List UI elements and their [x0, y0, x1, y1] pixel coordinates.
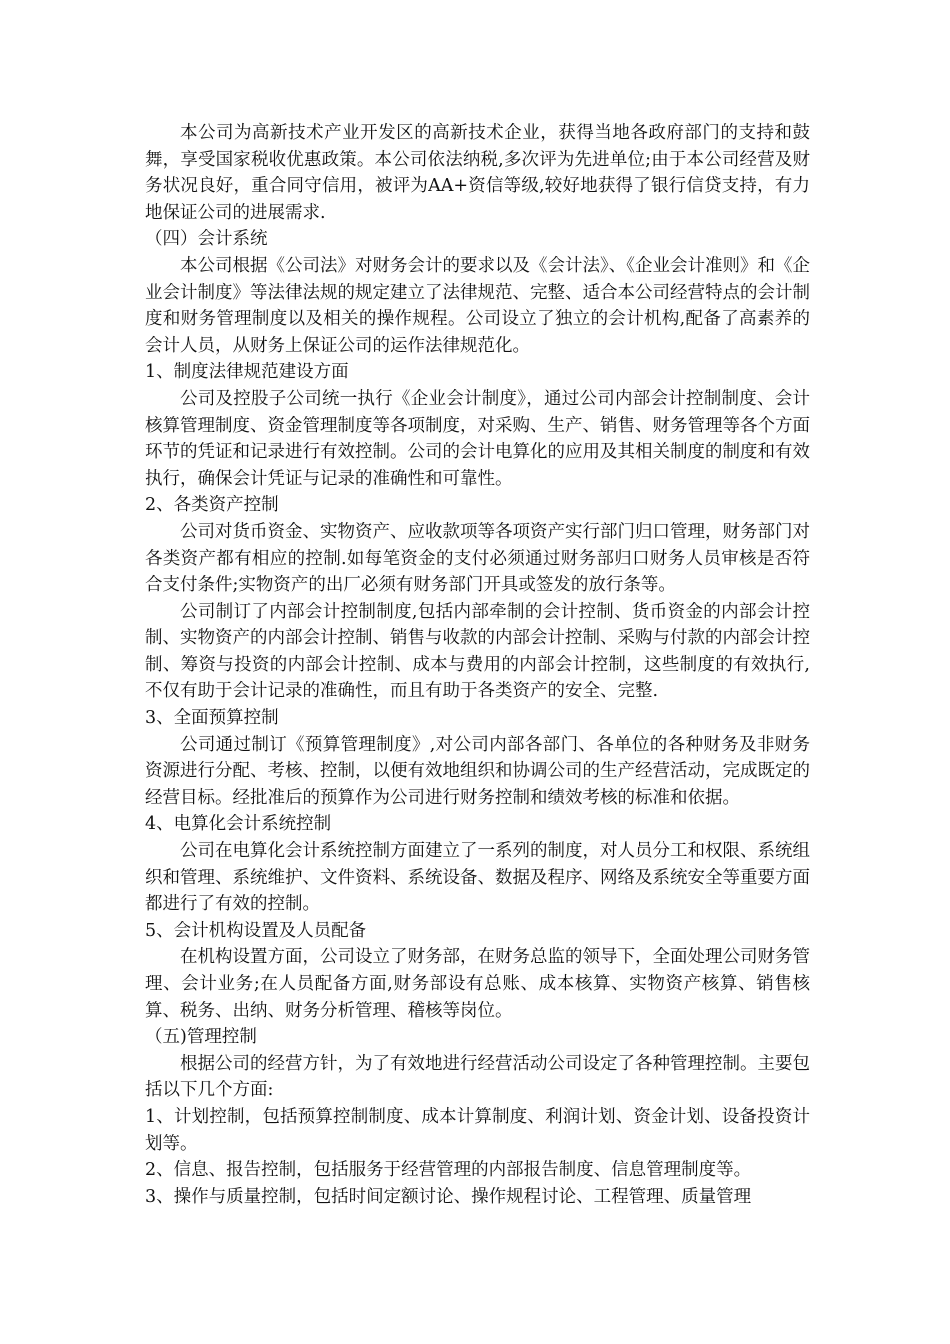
subheading-computerized-accounting: 4、电算化会计系统控制	[145, 814, 332, 835]
paragraph-asset-control: 公司对货币资金、实物资产、应收款项等各项资产实行部门归口管理，财务部门对各类资产都有相应的控制.如每笔资金的支付必须通过财务部归口财务人员审核是否符合支付条件;实物资产的出厂必须有财务部门开具或签发的放行条等。	[145, 521, 810, 596]
paragraph-budget-control: 公司通过制订《预算管理制度》,对公司内部各部门、各单位的各种财务及非财务资源进行分配、考核、控制，以便有效地组织和协调公司的生产经营活动，完成既定的经营目标。经批准后的预算作为公司进行财务控制和绩效考核的标准和依据。	[145, 734, 810, 808]
section-heading-management-control: （五)管理控制	[145, 1027, 257, 1048]
paragraph-tax-credit: 本公司为高新技术产业开发区的高新技术企业，获得当地各政府部门的支持和鼓舞，享受国家税收优惠政策。本公司依法纳税,多次评为先进单位;由于本公司经营及财务状况良好，重合同守信用，被评为AA+资信等级,较好地获得了银行信贷支持，有力地保证公司的进展需求.	[145, 123, 810, 223]
subheading-organization-staffing: 5、会计机构设置及人员配备	[145, 920, 367, 941]
subheading-asset-control: 2、各类资产控制	[145, 495, 279, 516]
paragraph-internal-control: 公司制订了内部会计控制制度,包括内部牵制的会计控制、货币资金的内部会计控制、实物资产的内部会计控制、销售与收款的内部会计控制、采购与付款的内部会计控制、筹资与投资的内部会计控制、成本与费用的内部会计控制，这些制度的有效执行,不仅有助于会计记录的准确性，而且有助于各类资产的安全、完整.	[145, 601, 810, 702]
paragraph-regulation: 公司及控股子公司统一执行《企业会计制度》，通过公司内部会计控制制度、会计核算管理制度、资金管理制度等各项制度，对采购、生产、销售、财务管理等各个方面环节的凭证和记录进行有效控制。公司的会计电算化的应用及其相关制度的制度和有效执行，确保会计凭证与记录的准确性和可靠性。	[145, 388, 810, 489]
paragraph-organization-staffing: 在机构设置方面，公司设立了财务部，在财务总监的领导下，全面处理公司财务管理、会计业务;在人员配备方面,财务部设有总账、成本核算、实物资产核算、销售核算、税务、出纳、财务分析管理、稽核等岗位。	[145, 947, 810, 1021]
paragraph-computerized-accounting: 公司在电算化会计系统控制方面建立了一系列的制度，对人员分工和权限、系统组织和管理、系统维护、文件资料、系统设备、数据及程序、网络及系统安全等重要方面都进行了有效的控制。	[145, 841, 810, 915]
list-item-quality-control: 3、操作与质量控制，包括时间定额讨论、操作规程讨论、工程管理、质量管理	[145, 1186, 752, 1207]
paragraph-management-control: 根据公司的经营方针，为了有效地进行经营活动公司设定了各种管理控制。主要包括以下几个方面:	[145, 1053, 810, 1101]
document-body	[145, 120, 810, 1210]
subheading-regulation: 1、制度法律规范建设方面	[145, 362, 349, 383]
section-heading-accounting-system: （四）会计系统	[145, 229, 268, 250]
list-item-plan-control: 1、计划控制，包括预算控制制度、成本计算制度、利润计划、资金计划、设备投资计划等。	[145, 1106, 810, 1154]
list-item-report-control: 2、信息、报告控制，包括服务于经营管理的内部报告制度、信息管理制度等。	[145, 1160, 752, 1181]
subheading-budget-control: 3、全面预算控制	[145, 708, 279, 729]
paragraph-accounting-system: 本公司根据《公司法》对财务会计的要求以及《会计法》、《企业会计准则》和《企业会计制度》等法律法规的规定建立了法律规范、完整、适合本公司经营特点的会计制度和财务管理制度以及相关的操作规程。公司设立了独立的会计机构,配备了高素养的会计人员，从财务上保证公司的运作法律规范化。	[145, 255, 810, 356]
